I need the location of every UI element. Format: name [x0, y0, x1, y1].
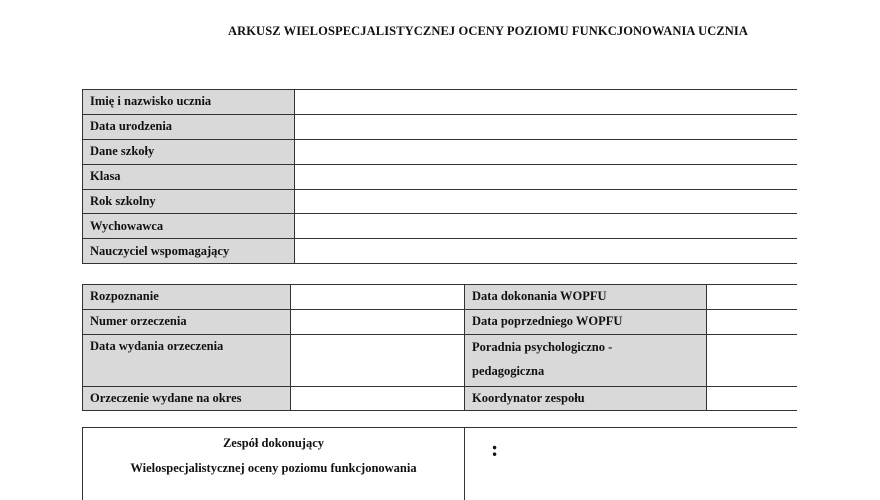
- ruling-issue-date-label: Data wydania orzeczenia: [83, 334, 291, 386]
- ruling-issue-date-field[interactable]: [291, 334, 465, 386]
- school-year-field[interactable]: [295, 189, 797, 214]
- tutor-field[interactable]: [295, 214, 797, 239]
- tutor-label: Wychowawca: [83, 214, 295, 239]
- table-row: [83, 428, 797, 500]
- birth-date-field[interactable]: [295, 114, 797, 139]
- wopfu-date-label: Data dokonania WOPFU: [465, 285, 707, 310]
- wopfu-date-field[interactable]: [707, 285, 797, 310]
- table-row: [83, 334, 797, 386]
- team-coordinator-field[interactable]: [707, 386, 797, 411]
- student-name-field[interactable]: [295, 90, 797, 115]
- school-data-field[interactable]: [295, 139, 797, 164]
- counseling-center-label: [465, 334, 707, 386]
- student-info-table: [82, 89, 797, 264]
- school-year-label: Rok szkolny: [83, 189, 295, 214]
- assessment-team-line2: Wielospecjalistycznej oceny poziomu funkcjonowania: [83, 456, 464, 481]
- counseling-center-label-line2: pedagogiczna: [472, 359, 706, 383]
- table-row: [83, 285, 797, 310]
- birth-date-label: Data urodzenia: [83, 114, 295, 139]
- table-row: [83, 386, 797, 411]
- table-row: [83, 239, 797, 264]
- table-row: [83, 189, 797, 214]
- table-row: [83, 309, 797, 334]
- document-title: ARKUSZ WIELOSPECJALISTYCZNEJ OCENY POZIOMU FUNKCJONOWANIA UCZNIA: [0, 24, 880, 39]
- previous-wopfu-date-label: Data poprzedniego WOPFU: [465, 309, 707, 334]
- diagnosis-label: Rozpoznanie: [83, 285, 291, 310]
- school-data-label: Dane szkoły: [83, 139, 295, 164]
- table-row: [83, 139, 797, 164]
- class-field[interactable]: [295, 164, 797, 189]
- team-table: [82, 427, 797, 500]
- assessment-team-label: [83, 428, 465, 500]
- class-label: Klasa: [83, 164, 295, 189]
- diagnosis-table: [82, 284, 797, 411]
- table-row: [83, 164, 797, 189]
- table-row: [83, 214, 797, 239]
- ruling-number-label: Numer orzeczenia: [83, 309, 291, 334]
- team-coordinator-label: Koordynator zespołu: [465, 386, 707, 411]
- ruling-number-field[interactable]: [291, 309, 465, 334]
- support-teacher-label: Nauczyciel wspomagający: [83, 239, 295, 264]
- counseling-center-label-line1: Poradnia psychologiczno -: [472, 335, 706, 359]
- assessment-team-field[interactable]: [465, 428, 797, 500]
- previous-wopfu-date-field[interactable]: [707, 309, 797, 334]
- table-row: [83, 114, 797, 139]
- student-name-label: Imię i nazwisko ucznia: [83, 90, 295, 115]
- support-teacher-field[interactable]: [295, 239, 797, 264]
- colon-mark: :: [491, 436, 498, 461]
- table-row: [83, 90, 797, 115]
- assessment-team-line1: Zespół dokonujący: [83, 431, 464, 456]
- counseling-center-field[interactable]: [707, 334, 797, 386]
- diagnosis-field[interactable]: [291, 285, 465, 310]
- ruling-period-field[interactable]: [291, 386, 465, 411]
- ruling-period-label: Orzeczenie wydane na okres: [83, 386, 291, 411]
